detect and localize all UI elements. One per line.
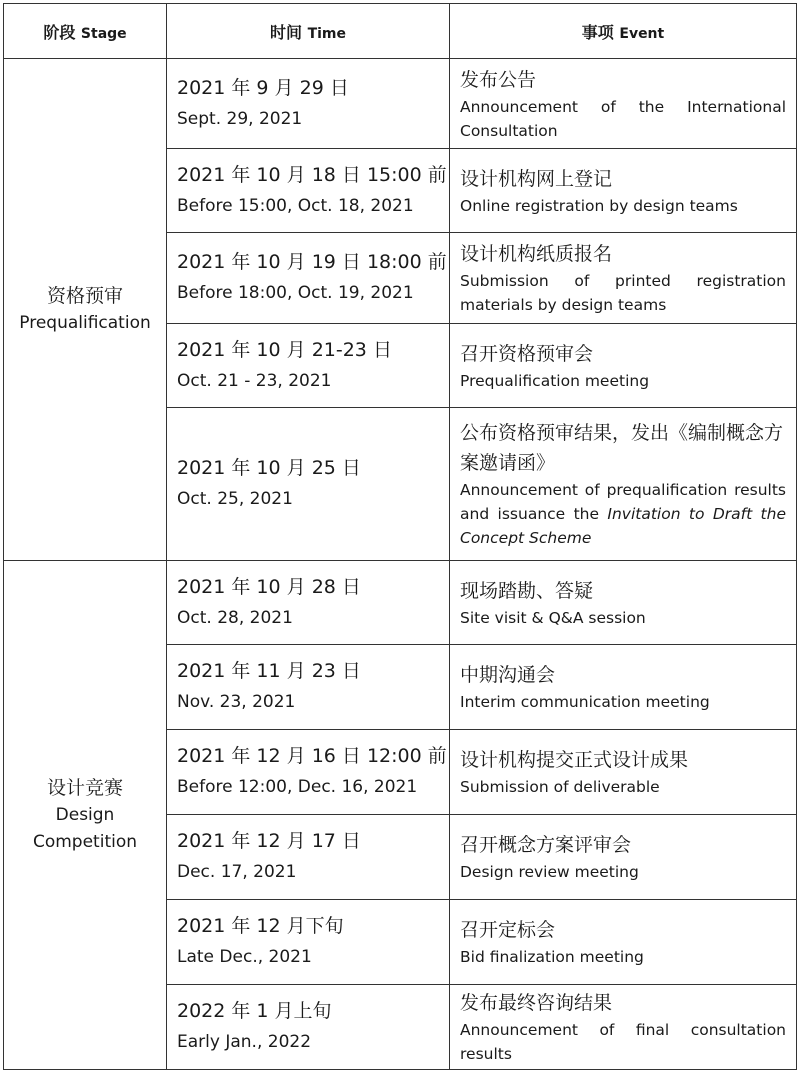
time-cell: 2021 年 12 月 16 日 12:00 前 Before 12:00, Dec. 16, 2021 (167, 730, 450, 815)
header-time: 时间 Time (167, 4, 450, 59)
time-cell: 2021 年 12 月下旬 Late Dec., 2021 (167, 900, 450, 985)
event-cell: 设计机构纸质报名 Submission of printed registration materials by design teams (450, 233, 797, 324)
event-cell: 发布公告 Announcement of the International Consultation (450, 59, 797, 149)
time-cell: 2021 年 9 月 29 日 Sept. 29, 2021 (167, 59, 450, 149)
schedule-table (3, 3, 797, 1070)
event-cell: 现场踏勘、答疑 Site visit & Q&A session (450, 561, 797, 645)
event-cell: 召开概念方案评审会 Design review meeting (450, 815, 797, 900)
time-cell: 2021 年 10 月 21-23 日 Oct. 21 - 23, 2021 (167, 324, 450, 408)
event-cell: 设计机构网上登记 Online registration by design teams (450, 149, 797, 233)
time-cell: 2021 年 10 月 25 日 Oct. 25, 2021 (167, 408, 450, 561)
time-cell: 2021 年 11 月 23 日 Nov. 23, 2021 (167, 645, 450, 730)
header-event: 事项 Event (450, 4, 797, 59)
event-text: Announcement of prequalification results and issuance the (460, 481, 786, 523)
header-stage: 阶段 Stage (4, 4, 167, 59)
event-cell: 召开资格预审会 Prequalification meeting (450, 324, 797, 408)
event-cell: 设计机构提交正式设计成果 Submission of deliverable (450, 730, 797, 815)
time-cell: 2021 年 10 月 19 日 18:00 前 Before 18:00, Oct. 19, 2021 (167, 233, 450, 324)
time-cell: 2022 年 1 月上旬 Early Jan., 2022 (167, 985, 450, 1070)
header-row (4, 4, 797, 59)
event-cell: 中期沟通会 Interim communication meeting (450, 645, 797, 730)
time-cell: 2021 年 10 月 18 日 15:00 前 Before 15:00, Oct. 18, 2021 (167, 149, 450, 233)
stage-design-competition: 设计竞赛 Design Competition (4, 561, 167, 1070)
event-doc-title: Invitation to Draft the Concept Scheme (460, 505, 786, 547)
table-row (4, 59, 797, 149)
event-cell: 发布最终咨询结果 Announcement of final consultation results (450, 985, 797, 1070)
time-cell: 2021 年 12 月 17 日 Dec. 17, 2021 (167, 815, 450, 900)
event-cell: 召开定标会 Bid finalization meeting (450, 900, 797, 985)
time-cell: 2021 年 10 月 28 日 Oct. 28, 2021 (167, 561, 450, 645)
stage-prequalification: 资格预审 Prequalification (4, 59, 167, 561)
table-row (4, 561, 797, 645)
event-cell: 公布资格预审结果，发出《编制概念方案邀请函》 Announcement of prequalification results and issuance the Invitation to Draft the Concept Scheme (450, 408, 797, 561)
